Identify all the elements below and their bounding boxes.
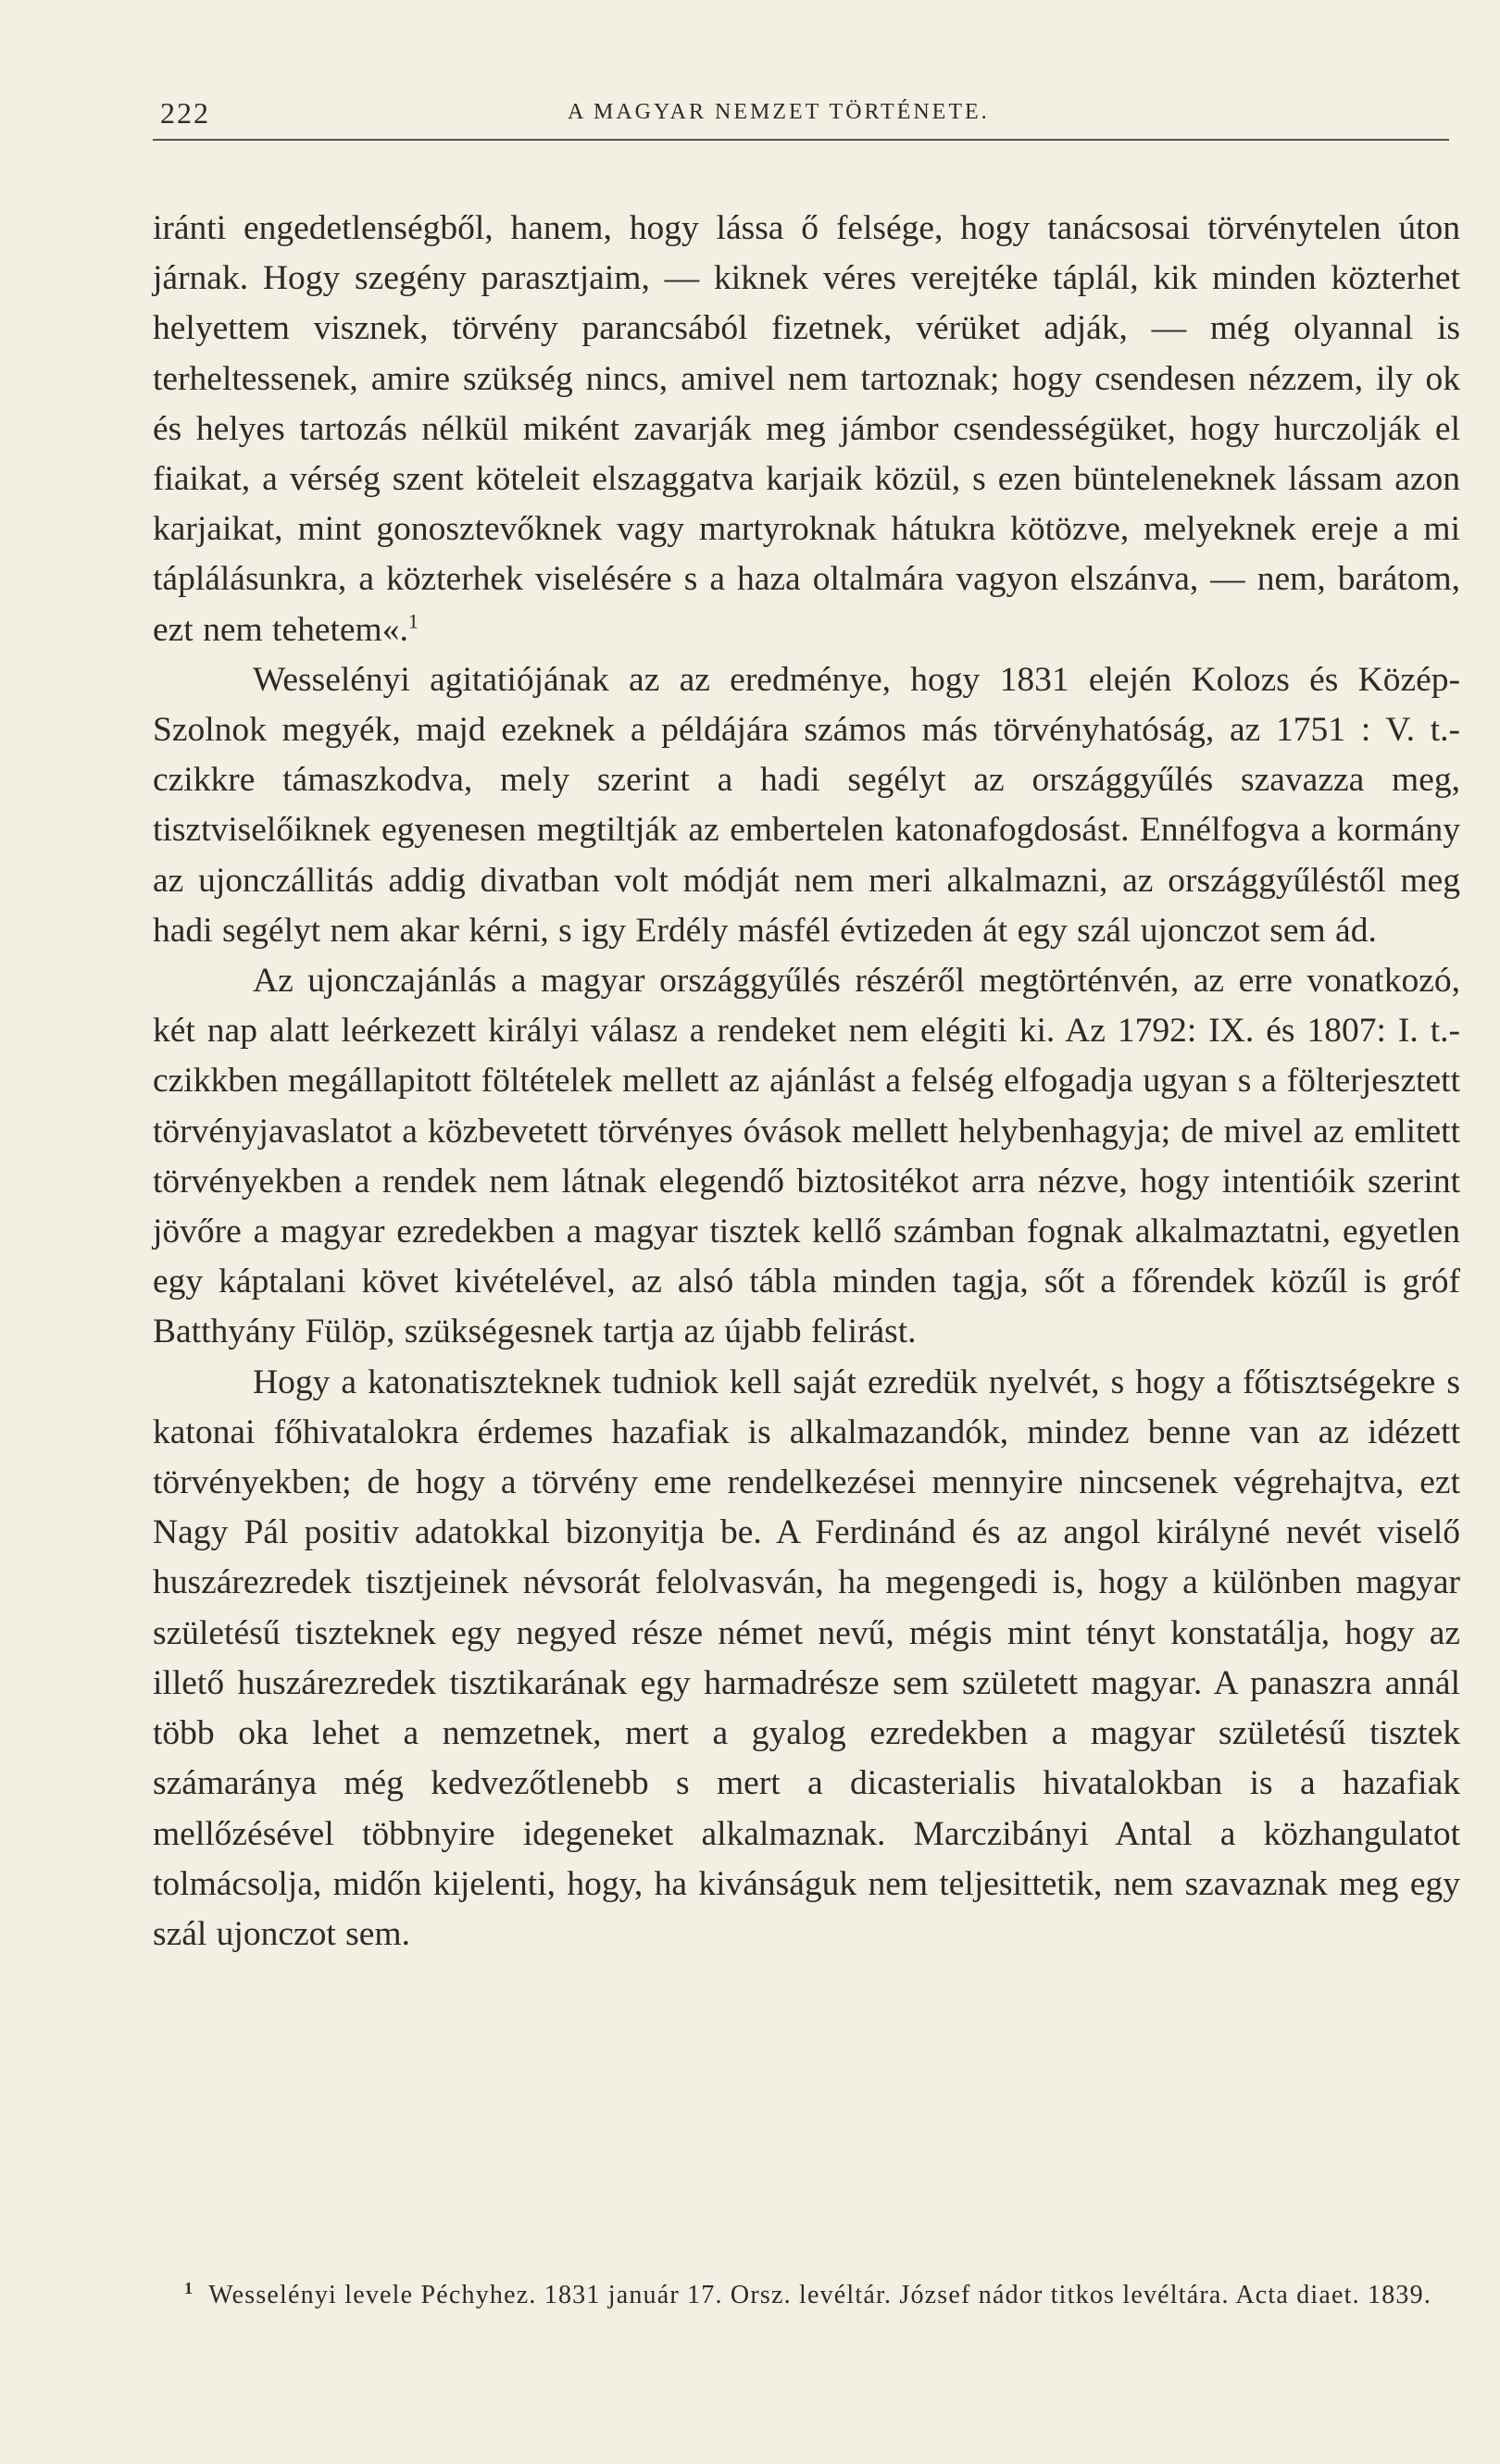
running-head <box>153 93 1449 141</box>
paragraph-3: Az ujonczajánlás a magyar országgyűlés részéről megtörténvén, az erre vonatkozó, két nap alatt leérkezett királyi válasz a rendeket nem elégiti ki. Az 1792: IX. és 1807: I. t.-czikkben megállapitott föltételek mellett az ajánlást a felség elfogadja ugyan s a fölterjesztett törvényjavaslatot a közbevetett törvényes óvások mellett helybenhagyja; de mivel az emlitett törvényekben a rendek nem látnak elegendő biztositékot arra nézve, hogy intentióik szerint jövőre a magyar ezredekben a magyar tisztek kellő számban fognak alkalmaztatni, egyetlen egy káptalani követ kivételével, az alsó tábla minden tagja, sőt a főrendek közűl is gróf Batthyány Fülöp, szükségesnek tartja az újabb felirást. <box>153 962 1460 1351</box>
footnote-reference: 1 <box>407 609 419 633</box>
page-number: 222 <box>160 96 210 130</box>
footnote <box>153 2274 1449 2317</box>
footnote-marker: 1 <box>184 2278 194 2297</box>
paragraph-1-text: iránti engedetlenségből, hanem, hogy lássa ő felsége, hogy tanácsosai törvénytelen úton járnak. Hogy szegény parasztjaim, — kiknek véres verejtéke táplál, kik minden közterhet helyettem visznek, törvény parancsából fizetnek, vérüket adják, — még olyannal is terheltessenek, amire szükség nincs, amivel nem tartoznak; hogy csendesen nézzem, ily ok és helyes tartozás nélkül miként zavarják meg jámbor csendességüket, hogy hurczolják el fiaikat, a vérség szent köteleit elszaggatva karjaik közül, s ezen bünteleneknek lássam azon karjaikat, mint gonosztevőknek vagy martyroknak hátukra kötözve, melyeknek ereje a mi táplálásunkra, a közterhek viselésére s a haza oltalmára vagyon elszánva, — nem, barátom, ezt nem tehetem«. <box>153 209 1460 649</box>
footnote-text: Wesselényi levele Péchyhez. 1831 január 17. Orsz. levéltár. József nádor titkos levéltára. Acta diaet. 1839. <box>208 2281 1432 2309</box>
body-text <box>153 204 1460 1960</box>
running-title: A MAGYAR NEMZET TÖRTÉNETE. <box>568 100 990 124</box>
paragraph-4: Hogy a katonatiszteknek tudniok kell saját ezredük nyelvét, s hogy a főtisztségekre s katonai főhivatalokra érdemes hazafiak is alkalmazandók, mindez benne van az idézett törvényekben; de hogy a törvény eme rendelkezései mennyire nincsenek végrehajtva, ezt Nagy Pál positiv adatokkal bizonyitja be. A Ferdinánd és az angol királyné nevét viselő huszárezredek tisztjeinek névsorát felolvasván, ha megengedi is, hogy a különben magyar születésű tiszteknek egy negyed része német nevű, mégis mint tényt konstatálja, hogy az illető huszárezredek tisztikarának egy harmadrésze sem született magyar. A panaszra annál több oka lehet a nemzetnek, mert a gyalog ezredekben a magyar születésű tisztek számaránya még kedvezőtlenebb s mert a dicasterialis hivatalokban is a hazafiak mellőzésével többnyire idegeneket alkalmaznak. Marczibányi Antal a közhangulatot tolmácsolja, midőn kijelenti, hogy, ha kivánságuk nem teljesittetik, nem szavaznak meg egy szál ujonczot sem. <box>153 1363 1460 1953</box>
paragraph-2: Wesselényi agitatiójának az az eredménye, hogy 1831 elején Kolozs és Közép-Szolnok megyék, majd ezeknek a példájára számos más törvényhatóság, az 1751 : V. t.-czikkre támaszkodva, mely szerint a hadi segélyt az országgyűlés szavazza meg, tisztviselőiknek egyenesen megtiltják az embertelen katonafogdosást. Ennélfogva a kormány az ujonczállitás addig divatban volt módját nem meri alkalmazni, az országgyűléstől meg hadi segélyt nem akar kérni, s igy Erdély másfél évtizeden át egy szál ujonczot sem ád. <box>153 660 1460 950</box>
paragraph-1 <box>153 204 1460 655</box>
